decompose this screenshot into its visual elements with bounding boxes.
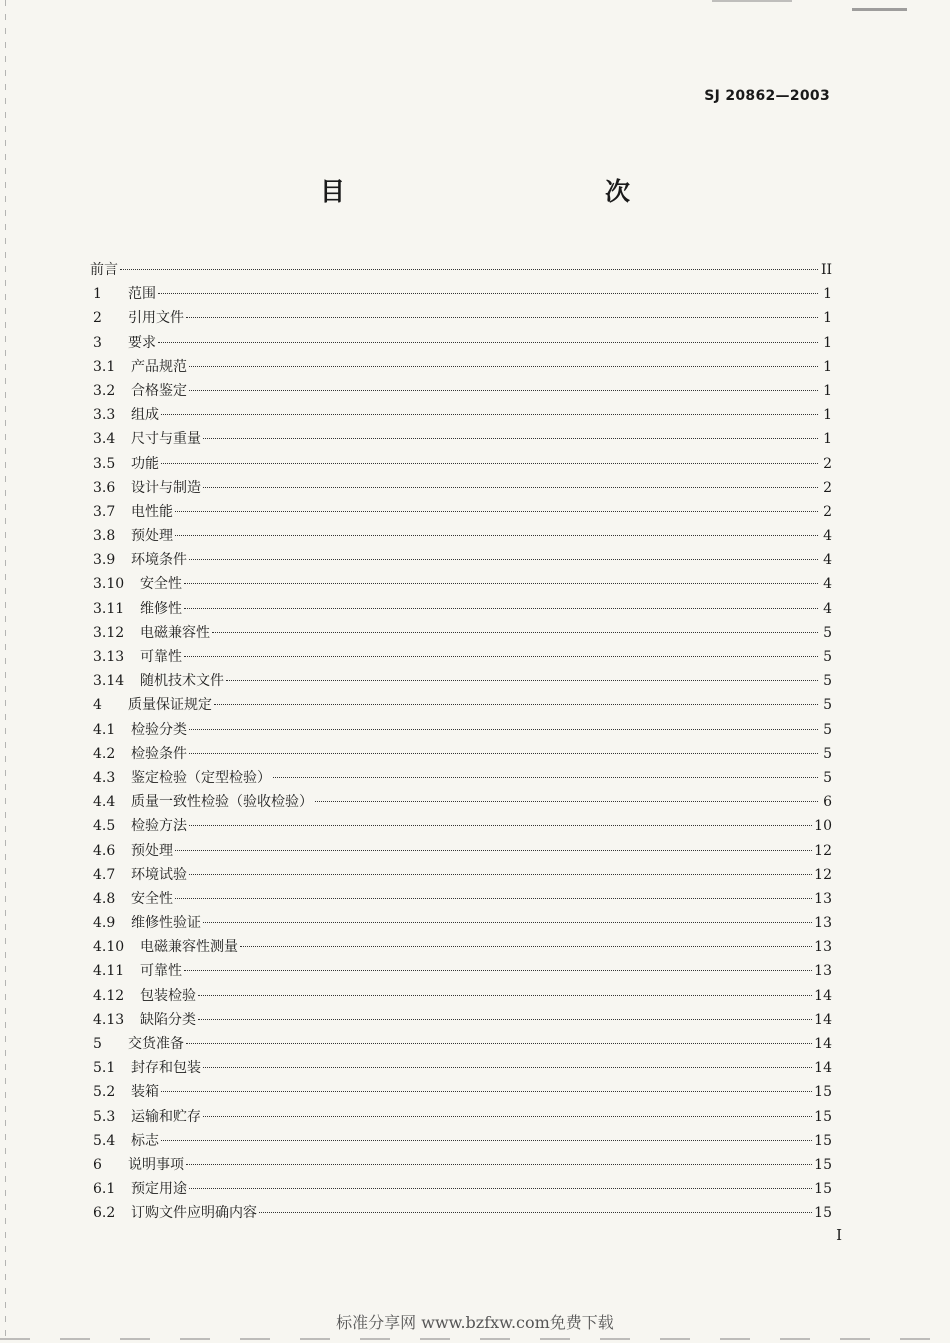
toc-entry-label: 运输和贮存 — [131, 1108, 201, 1125]
toc-entry-number: 3.1 — [93, 358, 116, 375]
toc-entry-page: 10 — [814, 818, 832, 835]
toc-entry-number: 3.10 — [93, 576, 125, 593]
toc-entry[interactable] — [90, 911, 832, 935]
toc-entry[interactable] — [90, 1177, 832, 1201]
scan-edge-bottom — [0, 1338, 950, 1340]
toc-entry-label: 可靠性 — [140, 963, 182, 980]
toc-entry-page: 5 — [823, 624, 832, 641]
toc-entry-number: 2 — [93, 310, 102, 327]
toc-entry-page: 5 — [823, 697, 832, 714]
toc-dot-leader — [186, 317, 818, 318]
toc-entry-number: 3.8 — [93, 528, 116, 545]
toc-entry-label: 质量保证规定 — [128, 697, 212, 714]
toc-entry-page: II — [820, 262, 832, 278]
toc-entry-number: 4.5 — [93, 818, 116, 835]
toc-entry-label: 范围 — [128, 286, 156, 303]
toc-dot-leader — [189, 390, 818, 391]
toc-entry-label: 产品规范 — [131, 358, 187, 375]
toc-entry-label: 装箱 — [131, 1084, 159, 1101]
toc-dot-leader — [189, 753, 818, 754]
toc-dot-leader — [189, 729, 818, 730]
toc-dot-leader — [184, 608, 818, 609]
toc-entry-number: 5.2 — [93, 1084, 116, 1101]
toc-entry[interactable] — [90, 839, 832, 863]
toc-entry-number: 4.9 — [93, 915, 116, 932]
toc-entry-page: 4 — [823, 552, 832, 569]
toc-entry[interactable] — [90, 1153, 832, 1177]
toc-entry[interactable] — [90, 935, 832, 959]
toc-entry-number: 4.4 — [93, 794, 116, 811]
toc-entry-label: 功能 — [131, 455, 159, 472]
toc-dot-leader — [175, 850, 812, 851]
toc-dot-leader — [175, 511, 818, 512]
toc-dot-leader — [214, 704, 818, 705]
toc-entry-label: 要求 — [128, 334, 156, 351]
toc-entry[interactable] — [90, 766, 832, 790]
toc-entry-page: 2 — [823, 479, 832, 496]
toc-entry-label: 预处理 — [131, 528, 173, 545]
toc-entry-label: 可靠性 — [140, 649, 182, 665]
toc-entry-page: 15 — [814, 1205, 832, 1222]
toc-entry-label: 前言 — [90, 262, 118, 278]
toc-entry-number: 5.4 — [93, 1132, 116, 1149]
toc-entry-label: 组成 — [131, 407, 159, 424]
toc-entry-page: 5 — [823, 673, 832, 690]
toc-entry-label: 鉴定检验（定型检验） — [131, 769, 271, 786]
toc-entry-label: 随机技术文件 — [140, 673, 224, 690]
toc-dot-leader — [184, 970, 812, 971]
toc-entry-label: 说明事项 — [128, 1156, 184, 1173]
toc-dot-leader — [203, 922, 812, 923]
toc-entry-label: 维修性 — [140, 600, 182, 617]
toc-entry[interactable] — [90, 1056, 832, 1080]
toc-entry-label: 环境条件 — [131, 552, 187, 569]
toc-entry-page: 5 — [823, 769, 832, 786]
toc-entry-number: 4.7 — [93, 866, 116, 883]
toc-entry-page: 1 — [823, 286, 832, 303]
toc-entry[interactable] — [90, 887, 832, 911]
toc-entry[interactable] — [90, 282, 832, 306]
toc-entry-number: 4 — [93, 697, 102, 714]
document-code: SJ 20862—2003 — [704, 88, 830, 104]
toc-entry[interactable] — [90, 959, 832, 983]
toc-entry-label: 电磁兼容性 — [140, 624, 210, 641]
toc-entry[interactable] — [90, 1080, 832, 1104]
toc-entry[interactable] — [90, 572, 832, 596]
toc-entry[interactable] — [90, 379, 832, 403]
toc-entry-number: 4.11 — [93, 963, 125, 980]
toc-entry-number: 3.9 — [93, 552, 116, 569]
toc-entry-page: 14 — [814, 1011, 832, 1028]
toc-entry[interactable] — [90, 548, 832, 572]
toc-entry-label: 标志 — [131, 1132, 159, 1149]
toc-dot-leader — [240, 946, 812, 947]
toc-entry-number: 5 — [93, 1036, 102, 1052]
toc-entry-number: 6.2 — [93, 1205, 116, 1222]
toc-dot-leader — [198, 1019, 812, 1020]
toc-entry-label: 引用文件 — [128, 310, 184, 327]
toc-entry-label: 安全性 — [131, 890, 173, 907]
toc-dot-leader — [189, 366, 818, 367]
toc-entry-number: 3 — [93, 334, 102, 351]
toc-entry-page: 14 — [814, 987, 832, 1004]
toc-entry[interactable] — [90, 1129, 832, 1153]
toc-entry[interactable] — [90, 597, 832, 621]
toc-entry[interactable] — [90, 500, 832, 524]
toc-entry-label: 检验方法 — [131, 818, 187, 835]
toc-entry-number: 3.14 — [93, 673, 125, 690]
toc-dot-leader — [161, 463, 818, 464]
toc-entry-page: 15 — [814, 1084, 832, 1101]
toc-dot-leader — [198, 995, 812, 996]
toc-entry-page: 14 — [814, 1036, 832, 1052]
toc-entry-label: 订购文件应明确内容 — [131, 1205, 257, 1222]
toc-dot-leader — [226, 680, 818, 681]
toc-entry-label: 设计与制造 — [131, 479, 201, 496]
toc-entry-page: 15 — [814, 1108, 832, 1125]
toc-entry[interactable] — [90, 1008, 832, 1032]
toc-dot-leader — [259, 1212, 812, 1213]
toc-entry-label: 封存和包装 — [131, 1060, 201, 1077]
toc-entry-number: 4.6 — [93, 842, 116, 859]
toc-title: 目 次 — [319, 177, 700, 206]
toc-entry-number: 3.13 — [93, 649, 125, 665]
toc-entry-number: 3.12 — [93, 624, 125, 641]
toc-entry-page: 12 — [814, 866, 832, 883]
toc-entry-label: 预处理 — [131, 842, 173, 859]
toc-entry[interactable] — [90, 693, 832, 717]
toc-entry-page: 13 — [814, 915, 832, 932]
table-of-contents — [90, 258, 832, 1226]
toc-entry-page: 1 — [823, 358, 832, 375]
toc-dot-leader — [158, 342, 818, 343]
toc-entry-page: 4 — [823, 528, 832, 545]
toc-entry-label: 预定用途 — [131, 1181, 187, 1198]
toc-entry-number: 3.11 — [93, 600, 125, 617]
toc-entry-number: 3.5 — [93, 455, 116, 472]
toc-entry-page: 4 — [823, 600, 832, 617]
toc-entry-page: 1 — [823, 310, 832, 327]
toc-entry-number: 3.4 — [93, 431, 116, 448]
toc-entry-number: 3.6 — [93, 479, 116, 496]
toc-dot-leader — [189, 1188, 812, 1189]
toc-entry[interactable] — [90, 355, 832, 379]
toc-dot-leader — [203, 438, 818, 439]
toc-entry[interactable] — [90, 403, 832, 427]
toc-entry-number: 5.1 — [93, 1060, 116, 1077]
toc-dot-leader — [186, 1164, 812, 1165]
toc-entry[interactable] — [90, 814, 832, 838]
toc-entry-number: 6 — [93, 1156, 102, 1173]
toc-entry-number: 6.1 — [93, 1181, 116, 1198]
toc-entry[interactable] — [90, 863, 832, 887]
toc-entry-page: 13 — [814, 963, 832, 980]
toc-entry[interactable] — [90, 621, 832, 645]
toc-entry[interactable] — [90, 984, 832, 1008]
toc-dot-leader — [273, 777, 818, 778]
toc-entry[interactable] — [90, 1201, 832, 1225]
toc-entry-page: 4 — [823, 576, 832, 593]
toc-entry[interactable] — [90, 427, 832, 451]
toc-entry[interactable] — [90, 718, 832, 742]
toc-entry-page: 1 — [823, 431, 832, 448]
toc-entry[interactable] — [90, 1032, 832, 1056]
toc-entry[interactable] — [90, 331, 832, 355]
toc-entry-number: 3.2 — [93, 382, 116, 399]
toc-entry-page: 1 — [823, 382, 832, 399]
toc-entry-number: 4.12 — [93, 987, 125, 1004]
toc-entry-label: 电性能 — [131, 503, 173, 520]
toc-entry-page: 12 — [814, 842, 832, 859]
toc-entry-page: 5 — [823, 721, 832, 738]
toc-entry[interactable] — [90, 669, 832, 693]
toc-entry-label: 环境试验 — [131, 866, 187, 883]
toc-dot-leader — [189, 825, 812, 826]
toc-entry-page: 5 — [823, 649, 832, 665]
toc-dot-leader — [184, 583, 818, 584]
toc-entry-number: 1 — [93, 286, 102, 303]
toc-dot-leader — [184, 656, 818, 657]
toc-entry-number: 4.8 — [93, 890, 116, 907]
toc-entry-number: 5.3 — [93, 1108, 116, 1125]
toc-dot-leader — [158, 293, 818, 294]
toc-entry-page: 15 — [814, 1156, 832, 1173]
toc-dot-leader — [161, 1091, 812, 1092]
toc-entry-page: 13 — [814, 890, 832, 907]
toc-entry-label: 质量一致性检验（验收检验） — [131, 794, 313, 811]
toc-entry[interactable] — [90, 306, 832, 330]
toc-entry-page: 2 — [823, 503, 832, 520]
toc-entry-page: 15 — [814, 1132, 832, 1149]
toc-entry-label: 检验分类 — [131, 721, 187, 738]
toc-entry-page: 5 — [823, 745, 832, 762]
page-number: I — [836, 1226, 842, 1244]
footer-watermark: 标准分享网 www.bzfxw.com免费下载 — [336, 1313, 614, 1332]
toc-dot-leader — [161, 414, 818, 415]
toc-dot-leader — [175, 898, 812, 899]
toc-dot-leader — [203, 1067, 812, 1068]
toc-entry-label: 交货准备 — [128, 1036, 184, 1052]
toc-entry[interactable] — [90, 524, 832, 548]
toc-entry-label: 合格鉴定 — [131, 382, 187, 399]
toc-entry-page: 1 — [823, 334, 832, 351]
toc-entry-page: 13 — [814, 939, 832, 956]
toc-entry-number: 3.3 — [93, 407, 116, 424]
toc-entry-page: 1 — [823, 407, 832, 424]
toc-entry-page: 15 — [814, 1181, 832, 1198]
toc-entry-number: 4.1 — [93, 721, 116, 738]
toc-entry-page: 14 — [814, 1060, 832, 1077]
toc-dot-leader — [315, 801, 818, 802]
toc-entry[interactable] — [90, 452, 832, 476]
toc-entry-number: 4.13 — [93, 1011, 125, 1028]
toc-dot-leader — [203, 487, 818, 488]
toc-entry[interactable] — [90, 742, 832, 766]
toc-dot-leader — [189, 559, 818, 560]
toc-entry-label: 电磁兼容性测量 — [140, 939, 238, 956]
toc-entry-label: 维修性验证 — [131, 915, 201, 932]
toc-entry[interactable] — [90, 790, 832, 814]
toc-entry-label: 包装检验 — [140, 987, 196, 1004]
toc-entry-number: 3.7 — [93, 503, 116, 520]
toc-entry[interactable] — [90, 645, 832, 669]
toc-dot-leader — [203, 1116, 812, 1117]
toc-entry-label: 安全性 — [140, 576, 182, 593]
toc-entry[interactable] — [90, 476, 832, 500]
toc-entry-label: 缺陷分类 — [140, 1011, 196, 1028]
toc-dot-leader — [186, 1043, 812, 1044]
toc-entry-label: 尺寸与重量 — [131, 431, 201, 448]
toc-dot-leader — [161, 1140, 812, 1141]
toc-entry-number: 4.2 — [93, 745, 116, 762]
toc-entry-number: 4.3 — [93, 769, 116, 786]
toc-entry-page: 6 — [823, 794, 832, 811]
toc-dot-leader — [120, 269, 818, 270]
toc-dot-leader — [175, 535, 818, 536]
toc-entry-page: 2 — [823, 455, 832, 472]
toc-dot-leader — [189, 874, 812, 875]
toc-entry-label: 检验条件 — [131, 745, 187, 762]
scan-mark-top-right — [852, 8, 907, 11]
toc-dot-leader — [212, 632, 818, 633]
toc-entry[interactable] — [90, 1105, 832, 1129]
toc-entry[interactable] — [90, 258, 832, 282]
toc-entry-number: 4.10 — [93, 939, 125, 956]
scan-mark-top — [712, 0, 792, 2]
